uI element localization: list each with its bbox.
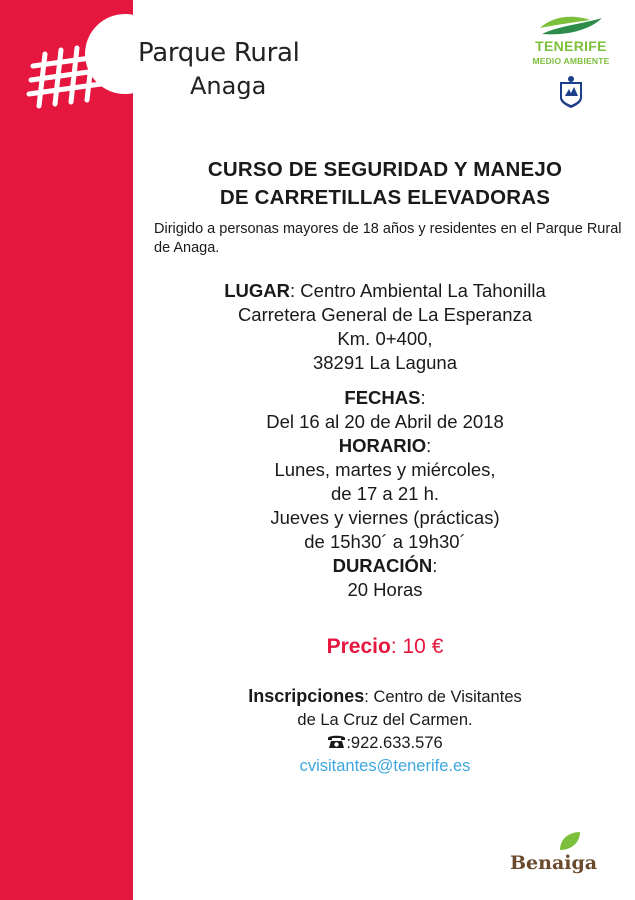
horario-label: HORARIO bbox=[338, 435, 427, 456]
inscripciones-line: de La Cruz del Carmen. bbox=[297, 711, 473, 729]
horario-line: Lunes, martes y miércoles, bbox=[274, 459, 496, 480]
price-line bbox=[150, 635, 620, 659]
horario-line: Jueves y viernes (prácticas) bbox=[270, 507, 500, 528]
course-title-line: DE CARRETILLAS ELEVADORAS bbox=[219, 186, 551, 209]
lugar-value: : Centro Ambiental La Tahonilla bbox=[290, 280, 546, 301]
park-name: Parque Rural bbox=[138, 38, 300, 68]
horario-line: de 17 a 21 h. bbox=[330, 483, 439, 504]
duracion-colon: : bbox=[432, 555, 438, 576]
fechas-value: Del 16 al 20 de Abril de 2018 bbox=[266, 411, 504, 432]
fechas-label: FECHAS bbox=[344, 387, 421, 408]
duracion-label: DURACIÓN bbox=[332, 555, 433, 576]
fechas-colon: : bbox=[420, 387, 426, 408]
lugar-address-line: Carretera General de La Esperanza bbox=[237, 304, 533, 325]
partner-name: TENERIFE bbox=[535, 38, 607, 54]
lugar-address-line: 38291 La Laguna bbox=[312, 352, 458, 373]
telephone-icon bbox=[327, 734, 346, 749]
course-title bbox=[140, 156, 630, 212]
inscripciones-value: : Centro de Visitantes bbox=[364, 688, 522, 706]
intro-text: Dirigido a personas mayores de 18 años y residentes en el Parque Rural de Anaga. bbox=[154, 221, 622, 256]
email-link[interactable]: cvisitantes@tenerife.es bbox=[299, 757, 471, 775]
horario-colon: : bbox=[426, 435, 432, 456]
park-subtitle: Anaga bbox=[190, 72, 267, 100]
cabildo-shield-icon bbox=[560, 76, 582, 108]
horario-line: de 15h30´ a 19h30´ bbox=[304, 531, 466, 552]
price-label: Precio bbox=[326, 635, 391, 658]
lugar-block bbox=[150, 279, 620, 375]
partner-subtitle: MEDIO AMBIENTE bbox=[532, 56, 610, 66]
lugar-label: LUGAR bbox=[224, 280, 291, 301]
price-value: : 10 € bbox=[390, 635, 444, 658]
lugar-address-line: Km. 0+400, bbox=[337, 328, 433, 349]
course-title-line: CURSO DE SEGURIDAD Y MANEJO bbox=[207, 158, 563, 181]
duracion-value: 20 Horas bbox=[347, 579, 423, 600]
phone-number: :922.633.576 bbox=[346, 734, 443, 752]
leaf-icon bbox=[558, 830, 582, 852]
benaiga-logo: Benaiga bbox=[510, 852, 598, 874]
inscripciones-label: Inscripciones bbox=[248, 686, 365, 706]
schedule-block bbox=[150, 386, 620, 602]
inscripciones-block bbox=[150, 685, 620, 778]
parque-rural-logo-icon bbox=[5, 4, 135, 144]
